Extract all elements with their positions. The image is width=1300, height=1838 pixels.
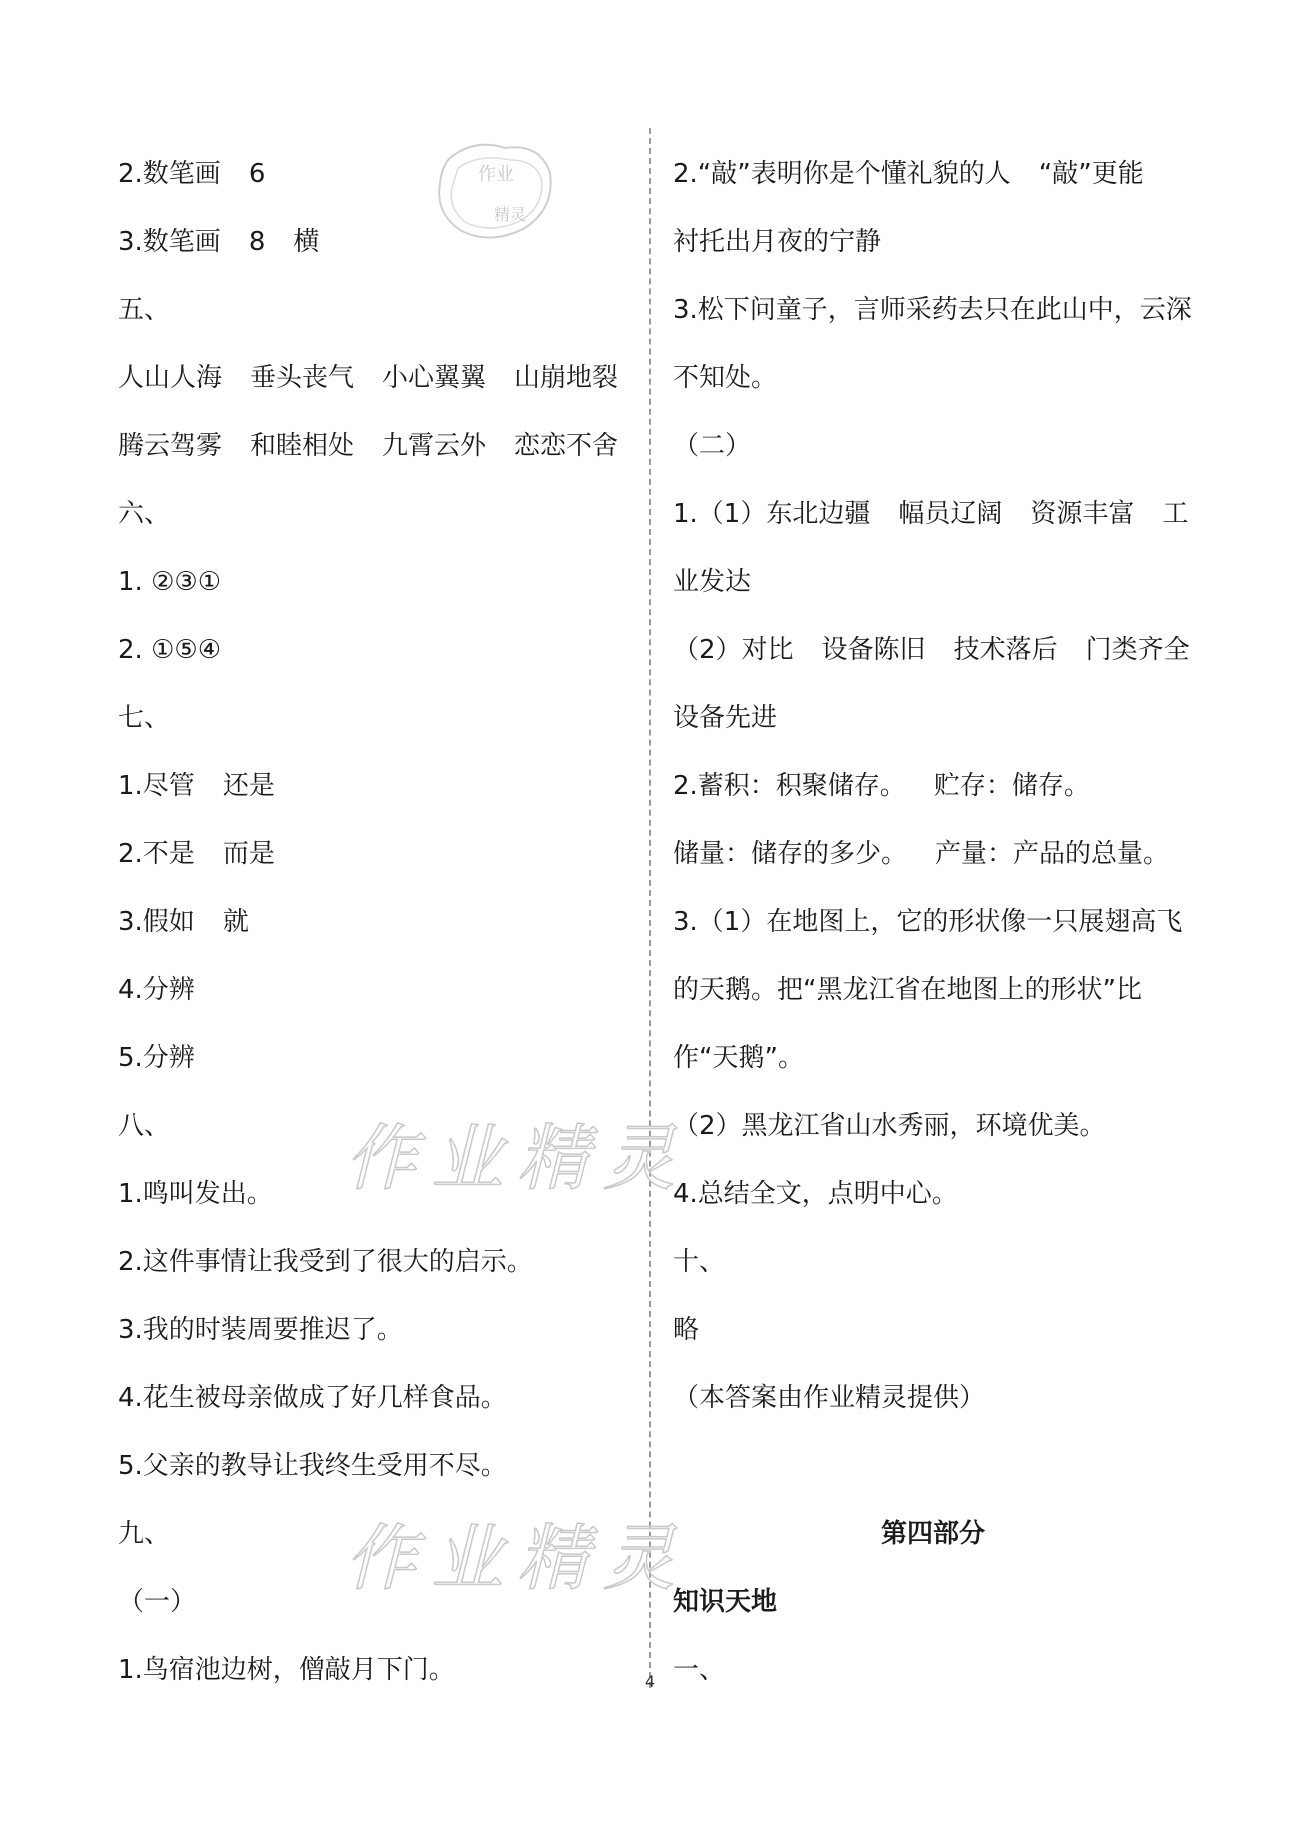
answer-line: [673, 1160, 1193, 1228]
answer-text: 五、: [118, 295, 171, 325]
answer-text: “敲”更能: [1038, 159, 1144, 189]
answer-line: [118, 1024, 638, 1092]
answer-line: [118, 480, 638, 548]
stamp-text-bottom: 精灵: [494, 205, 527, 224]
answer-text: （二）: [673, 431, 752, 461]
answer-text: 门类齐全: [1085, 635, 1190, 665]
answer-line: [673, 1296, 1193, 1364]
answer-text: 2.不是: [118, 839, 195, 869]
answer-line: [118, 1568, 638, 1636]
answer-text: 3.假如: [118, 907, 195, 937]
answer-line: [673, 548, 1193, 616]
answer-line: [118, 956, 638, 1024]
answer-line: [118, 616, 638, 684]
answer-line: [673, 752, 1193, 820]
answer-line: [673, 344, 1193, 412]
answer-text: 4.总结全文，点明中心。: [673, 1179, 958, 1209]
answer-text: 人山人海: [118, 363, 223, 393]
answer-line: [673, 1432, 1193, 1500]
answer-text: 横: [293, 227, 320, 257]
answer-text: 业发达: [673, 567, 752, 597]
answer-line: [673, 480, 1193, 548]
answer-text: 8: [248, 227, 266, 257]
answer-text: 就: [222, 907, 249, 937]
answer-line: [118, 888, 638, 956]
answer-text: （2）对比: [673, 635, 794, 665]
answer-line: [118, 1364, 638, 1432]
answer-text: 1.（1）东北边疆: [673, 499, 871, 529]
column-divider: [649, 128, 652, 1688]
answer-line: [118, 208, 638, 276]
answer-line: [118, 1228, 638, 1296]
answer-text: 还是: [222, 771, 275, 801]
answer-text: 3.数笔画: [118, 227, 221, 257]
answer-text: 的天鹅。把“黑龙江省在地图上的形状”比: [673, 975, 1142, 1005]
answer-text: （2）黑龙江省山水秀丽，环境优美。: [673, 1111, 1106, 1141]
answer-text: 不知处。: [673, 363, 778, 393]
answer-text: 知识天地: [673, 1587, 778, 1617]
answer-text: 1.鸣叫发出。: [118, 1179, 273, 1209]
answer-line: [673, 1636, 1193, 1704]
page-number: 4: [644, 1672, 656, 1691]
watermark-text: 作业精灵: [345, 1516, 690, 1600]
answer-line: [673, 684, 1193, 752]
answer-text: 一、: [673, 1655, 726, 1685]
answer-line: [673, 412, 1193, 480]
answer-text: 衬托出月夜的宁静: [673, 227, 882, 257]
answer-text: 九霄云外: [382, 431, 487, 461]
answer-text: 5.分辨: [118, 1043, 195, 1073]
answer-text: 八、: [118, 1111, 171, 1141]
answer-text: 资源丰富: [1030, 499, 1135, 529]
answer-text: 2.“敲”表明你是个懂礼貌的人: [673, 159, 1011, 189]
stamp-text-top: 作业: [478, 164, 514, 185]
answer-line: [673, 1500, 1193, 1568]
answer-line: [673, 1024, 1193, 1092]
answer-line: [118, 752, 638, 820]
answer-text: 1. ②③①: [118, 567, 221, 597]
answer-text: 2.数笔画: [118, 159, 221, 189]
answer-text: 储量：储存的多少。: [673, 839, 908, 869]
answer-text: 3.（1）在地图上，它的形状像一只展翅高飞: [673, 907, 1183, 937]
answer-line: [673, 1568, 1193, 1636]
answer-text: 1.尽管: [118, 771, 195, 801]
answer-text: 第四部分: [880, 1519, 985, 1549]
answer-line: [118, 412, 638, 480]
right-column: [673, 140, 1193, 1704]
answer-line: [118, 276, 638, 344]
answer-text: 设备陈旧: [821, 635, 926, 665]
answer-line: [118, 1500, 638, 1568]
answer-line: [118, 1160, 638, 1228]
answer-line: [673, 956, 1193, 1024]
answer-line: [118, 1296, 638, 1364]
answer-text: 幅员辽阔: [898, 499, 1003, 529]
answer-text: 腾云驾雾: [118, 431, 223, 461]
answer-line: [673, 616, 1193, 684]
answer-text: 贮存：储存。: [933, 771, 1090, 801]
answer-text: （本答案由作业精灵提供）: [673, 1383, 986, 1413]
answer-text: （一）: [118, 1587, 197, 1617]
answer-text: 4.分辨: [118, 975, 195, 1005]
answer-line: [673, 208, 1193, 276]
answer-text: 山崩地裂: [514, 363, 619, 393]
left-column: [118, 140, 638, 1704]
scan-top-edge: [0, 0, 1300, 90]
answer-line: [118, 684, 638, 752]
answer-text: 恋恋不舍: [514, 431, 619, 461]
answer-text: 2.蓄积：积聚储存。: [673, 771, 906, 801]
answer-line: [118, 1432, 638, 1500]
answer-line: [118, 820, 638, 888]
answer-text: 产量：产品的总量。: [935, 839, 1170, 869]
answer-line: [118, 548, 638, 616]
answer-text: 十、: [673, 1247, 726, 1277]
answer-text: 七、: [118, 703, 171, 733]
answer-text: 4.花生被母亲做成了好几样食品。: [118, 1383, 507, 1413]
answer-text: 1.鸟宿池边树，僧敲月下门。: [118, 1655, 455, 1685]
answer-text: 6: [248, 159, 266, 189]
answer-text: 2.这件事情让我受到了很大的启示。: [118, 1247, 533, 1277]
answer-line: [118, 344, 638, 412]
answer-text: 垂头丧气: [250, 363, 355, 393]
answer-text: 九、: [118, 1519, 171, 1549]
answer-text: 六、: [118, 499, 171, 529]
answer-text: 技术落后: [953, 635, 1058, 665]
answer-line: [673, 276, 1193, 344]
answer-line: [673, 820, 1193, 888]
watermark-text: 作业精灵: [345, 1116, 690, 1200]
answer-line: [118, 140, 638, 208]
answer-line: [673, 1364, 1193, 1432]
answer-line: [673, 1228, 1193, 1296]
answer-line: [673, 1092, 1193, 1160]
answer-text: 小心翼翼: [382, 363, 487, 393]
answer-line: [673, 888, 1193, 956]
answer-line: [118, 1636, 638, 1704]
answer-text: 工: [1162, 499, 1189, 529]
answer-line: [673, 140, 1193, 208]
answer-text: 作“天鹅”。: [673, 1043, 804, 1073]
answer-text: 而是: [222, 839, 275, 869]
answer-text: 和睦相处: [250, 431, 355, 461]
answer-text: 略: [673, 1315, 700, 1345]
answer-text: 2. ①⑤④: [118, 635, 221, 665]
answer-text: 3.我的时装周要推迟了。: [118, 1315, 403, 1345]
answer-text: 设备先进: [673, 703, 778, 733]
answer-text: 3.松下问童子，言师采药去只在此山中，云深: [673, 295, 1192, 325]
answer-text: 5.父亲的教导让我终生受用不尽。: [118, 1451, 507, 1481]
answer-line: [118, 1092, 638, 1160]
